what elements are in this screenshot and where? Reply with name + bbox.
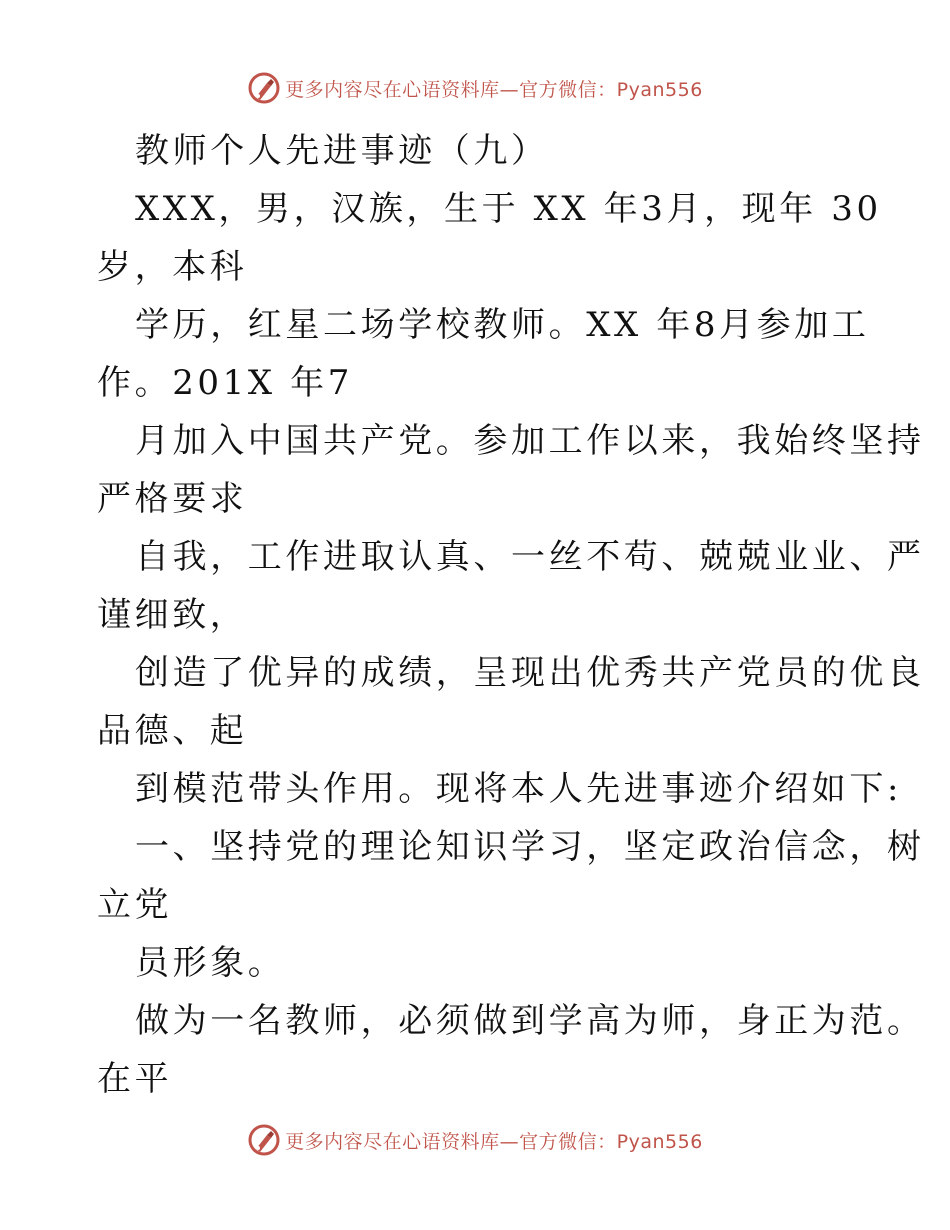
text-line: 严格要求: [97, 479, 248, 519]
text-line: 学历，红星二场学校教师。XX 年8月参加工: [135, 305, 870, 345]
watermark-text: 更多内容尽在心语资料库—官方微信：Pyan556: [285, 78, 703, 101]
text-line: 到模范带头作用。现将本人先进事迹介绍如下:: [135, 769, 903, 809]
pen-logo-icon: [247, 1123, 281, 1157]
text-line: 员形象。: [135, 943, 286, 983]
text-line: 品德、起: [97, 711, 248, 751]
doc-title: 教师个人先进事迹（九）: [135, 131, 549, 171]
watermark-text: 更多内容尽在心语资料库—官方微信：Pyan556: [285, 1130, 703, 1153]
text-line: 月加入中国共产党。参加工作以来，我始终坚持: [135, 421, 925, 461]
pen-logo-icon: [247, 71, 281, 105]
text-line: 谨细致，: [97, 595, 248, 635]
text-line: 自我，工作进取认真、一丝不苟、兢兢业业、严: [135, 537, 925, 577]
text-line: 在平: [97, 1059, 173, 1099]
text-line: 做为一名教师，必须做到学高为师，身正为范。: [135, 1001, 925, 1041]
section-heading: 一、坚持党的理论知识学习，坚定政治信念，树: [135, 827, 925, 867]
text-line: 创造了优异的成绩，呈现出优秀共产党员的优良: [135, 653, 925, 693]
footer-watermark: [0, 1120, 950, 1160]
text-line: 作。201X 年7: [97, 363, 353, 403]
text-line: 立党: [97, 885, 173, 925]
text-line: XXX，男，汉族，生于 XX 年3月，现年 30: [135, 189, 882, 229]
text-line: 岁，本科: [97, 247, 248, 287]
header-watermark: [0, 68, 950, 108]
